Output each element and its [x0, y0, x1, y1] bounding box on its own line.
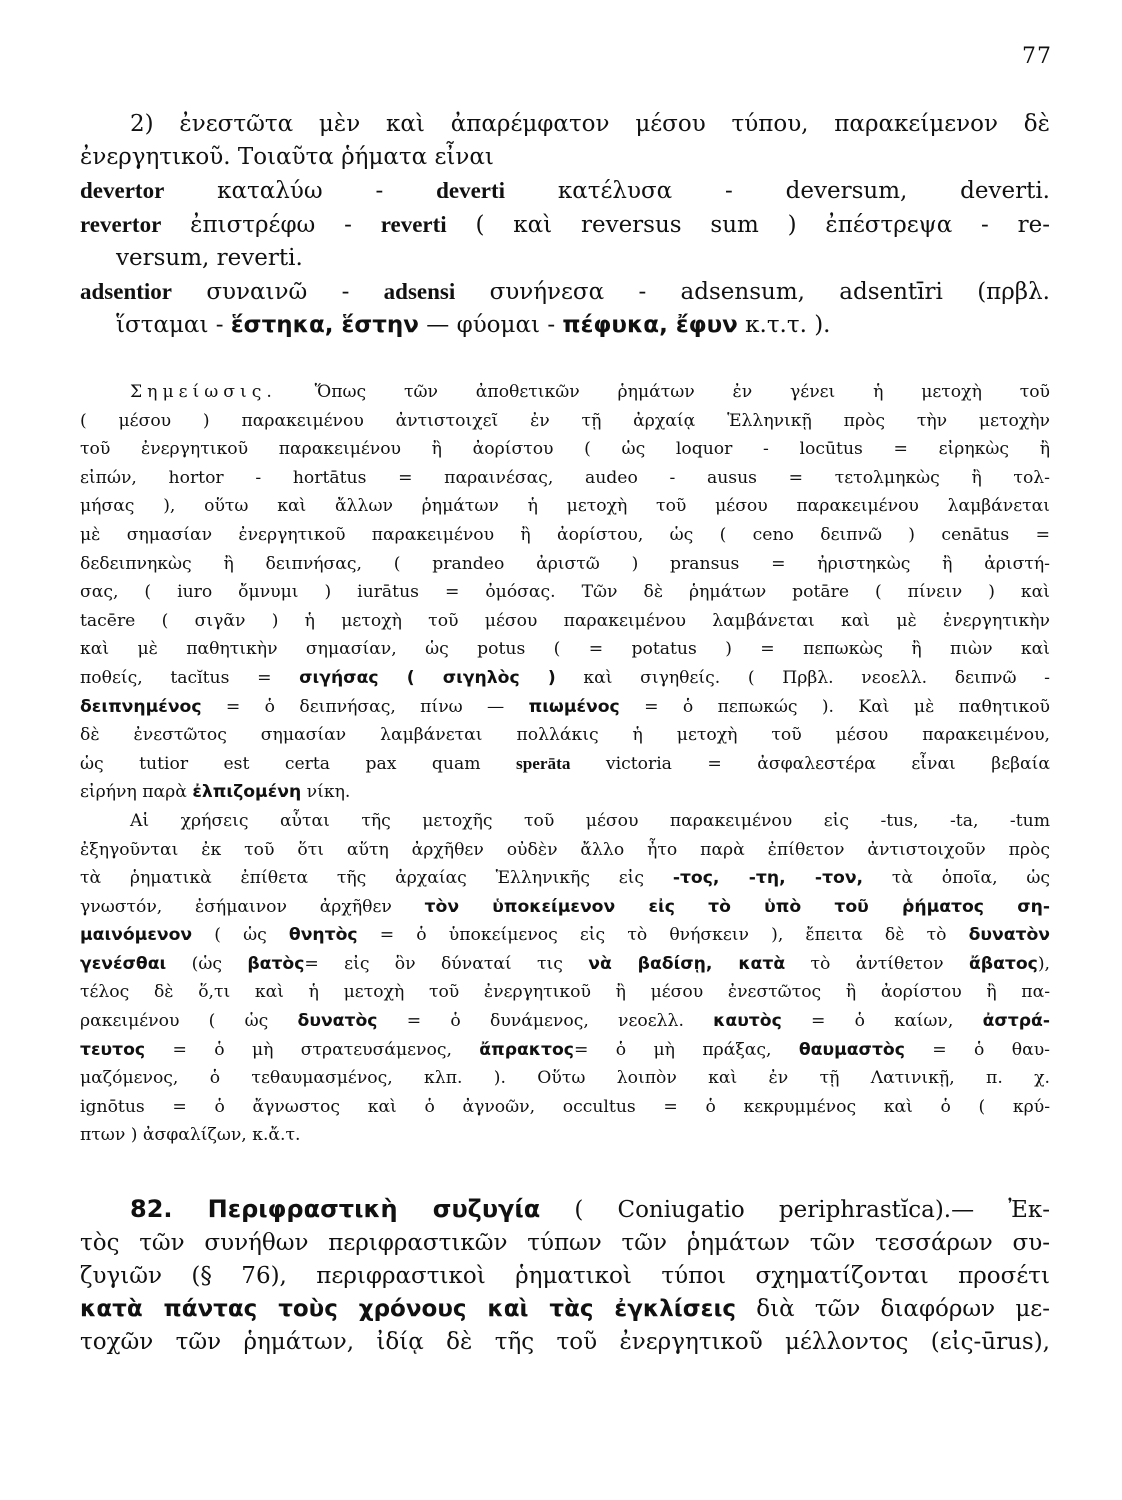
text-line: ἐνεργητικοῦ. Τοιαῦτα ῥήματα εἶναι [80, 144, 494, 170]
top-paragraph [80, 108, 1050, 342]
note-line: ὡς tutior est certa pax quam sperāta victoria = ἀσφαλεστέρα εἶναι βεβαία [80, 753, 1050, 774]
note-line: δὲ ἐνεστῶτος σημασίαν λαμβάνεται πολλάκις ἡ μετοχὴ τοῦ μέσου παρακειμένου, [80, 725, 1050, 746]
note-line: δειπνημένος = ὁ δειπνήσας, πίνω — πιωμένος = ὁ πεπωκώς ). Καὶ μὲ παθητικοῦ [80, 696, 1050, 717]
para-line: τὰ ῥηματικὰ ἐπίθετα τῆς ἀρχαίας Ἑλληνικῆς εἰς -τος, -τη, -τον, τὰ ὁποῖα, ὡς [80, 868, 1050, 889]
para-line: γνωστόν, ἐσήμαινον ἀρχῆθεν τὸν ὑποκείμενον εἰς τὸ ὑπὸ τοῦ ῥήματος ση- [80, 896, 1050, 917]
section-82 [80, 1193, 1050, 1359]
para-line: γενέσθαι (ὡς βατὸς= εἰς ὃν δύναταί τις νὰ βαδίσῃ, κατὰ τὸ ἀντίθετον ἄβατος), [80, 953, 1050, 974]
note-line: εἰπών, hortor - hortātus = παραινέσας, audeo - ausus = τετολμηκὼς ἢ τολ- [80, 467, 1050, 488]
text-line: 2) ἐνεστῶτα μὲν καὶ ἀπαρέμφατον μέσου τύπου, παρακείμενον δὲ [130, 111, 1050, 137]
note-line: μὲ σημασίαν ἐνεργητικοῦ παρακειμένου ἢ ἀορίστου, ὡς ( ceno δειπνῶ ) cenātus = [80, 524, 1050, 545]
example-istamai: ἵσταμαι - ἕστηκα, ἕστην — φύομαι - πέφυκα, ἔφυν κ.τ.τ. ). [116, 312, 831, 338]
note-line: Σημείωσις. Ὅπως τῶν ἀποθετικῶν ῥημάτων ἐν γένει ἡ μετοχὴ τοῦ [130, 382, 1050, 402]
section-line: τοχῶν τῶν ῥημάτων, ἰδίᾳ δὲ τῆς τοῦ ἐνεργητικοῦ μέλλοντος (εἰς-ūrus), [80, 1329, 1050, 1355]
note-line: εἰρήνη παρὰ ἐλπιζομένη νίκη. [80, 782, 351, 803]
section-heading-line: 82. Περιφραστικὴ συζυγία ( Coniugatio periphrastĭca).— Ἐκ- [130, 1195, 1050, 1223]
para-line: πτων ) ἀσφαλίζων, κ.ἄ.τ. [80, 1125, 301, 1146]
section-line: κατὰ πάντας τοὺς χρόνους καὶ τὰς ἐγκλίσεις διὰ τῶν διαφόρων με- [80, 1296, 1050, 1322]
note-line: καὶ μὲ παθητικὴν σημασίαν, ὡς potus ( = potatus ) = πεπωκὼς ἢ πιὼν καὶ [80, 639, 1050, 660]
para-line: μαζόμενος, ὁ τεθαυμασμένος, κλπ. ). Οὕτω λοιπὸν καὶ ἐν τῇ Λατινικῇ, π. χ. [80, 1068, 1050, 1089]
para-line: Αἱ χρήσεις αὗται τῆς μετοχῆς τοῦ μέσου παρακειμένου εἰς -tus, -ta, -tum [130, 810, 1050, 831]
example-devertor: devertor καταλύω - deverti κατέλυσα - deversum, deverti. [80, 178, 1050, 204]
note-line: μήσας ), οὕτω καὶ ἄλλων ῥημάτων ἡ μετοχὴ τοῦ μέσου παρακειμένου λαμβάνεται [80, 496, 1050, 517]
page-number: 77 [1022, 44, 1052, 69]
example-adsentior: adsentior συναινῶ - adsensi συνήνεσα - adsensum, adsentīri (πρβλ. [80, 279, 1050, 305]
example-revertor: revertor ἐπιστρέφω - reverti ( καὶ reversus sum ) ἐπέστρεψα - re- [80, 212, 1050, 238]
para-line: μαινόμενον ( ὡς θνητὸς = ὁ ὑποκείμενος εἰς τὸ θνήσκειν ), ἔπειτα δὲ τὸ δυνατὸν [80, 925, 1050, 946]
section-heading: 82. Περιφραστικὴ συζυγία [130, 1195, 541, 1223]
para-line: ignōtus = ὁ ἄγνωστος καὶ ὁ ἀγνοῶν, occultus = ὁ κεκρυμμένος καὶ ὁ ( κρύ- [80, 1096, 1050, 1117]
note-line: ( μέσου ) παρακειμένου ἀντιστοιχεῖ ἐν τῇ ἀρχαίᾳ Ἑλληνικῇ πρὸς τὴν μετοχὴν [80, 410, 1050, 431]
note-line: δεδειπνηκὼς ἢ δειπνήσας, ( prandeo ἀριστῶ ) pransus = ἠριστηκὼς ἢ ἀριστή- [80, 553, 1050, 574]
note-line: tacēre ( σιγᾶν ) ἡ μετοχὴ τοῦ μέσου παρακειμένου λαμβάνεται καὶ μὲ ἐνεργητικὴν [80, 610, 1050, 631]
note-line: ποθείς, tacĭtus = σιγήσας ( σιγηλὸς ) καὶ σιγηθείς. ( Πρβλ. νεοελλ. δειπνῶ - [80, 667, 1050, 688]
note-label: Σημείωσις. [130, 382, 277, 402]
note-line: σας, ( iuro ὄμνυμι ) iurātus = ὀμόσας. Τῶν δὲ ῥημάτων potāre ( πίνειν ) καὶ [80, 582, 1050, 603]
para-line: ἐξηγοῦνται ἐκ τοῦ ὅτι αὕτη ἀρχῆθεν οὐδὲν ἄλλο ἦτο παρὰ ἐπίθετον ἀντιστοιχοῦν πρὸς [80, 839, 1050, 860]
note-section [80, 378, 1050, 1150]
para-line: τέλος δὲ ὅ,τι καὶ ἡ μετοχὴ τοῦ ἐνεργητικοῦ ἢ μέσου ἐνεστῶτος ἢ ἀορίστου ἢ πα- [80, 982, 1050, 1003]
para-line: ρακειμένου ( ὡς δυνατὸς = ὁ δυνάμενος, νεοελλ. καυτὸς = ὁ καίων, ἀστρά- [80, 1011, 1050, 1032]
section-line: τὸς τῶν συνήθων περιφραστικῶν τύπων τῶν ῥημάτων τῶν τεσσάρων συ- [80, 1230, 1050, 1256]
section-line: ζυγιῶν (§ 76), περιφραστικοὶ ῥηματικοὶ τύποι σχηματίζονται προσέτι [80, 1263, 1050, 1289]
example-revertor-cont: versum, reverti. [116, 245, 303, 271]
note-line: τοῦ ἐνεργητικοῦ παρακειμένου ἢ ἀορίστου ( ὡς loquor - locūtus = εἰρηκὼς ἢ [80, 439, 1050, 460]
para-line: τευτος = ὁ μὴ στρατευσάμενος, ἄπρακτος= ὁ μὴ πράξας, θαυμαστὸς = ὁ θαυ- [80, 1039, 1050, 1060]
